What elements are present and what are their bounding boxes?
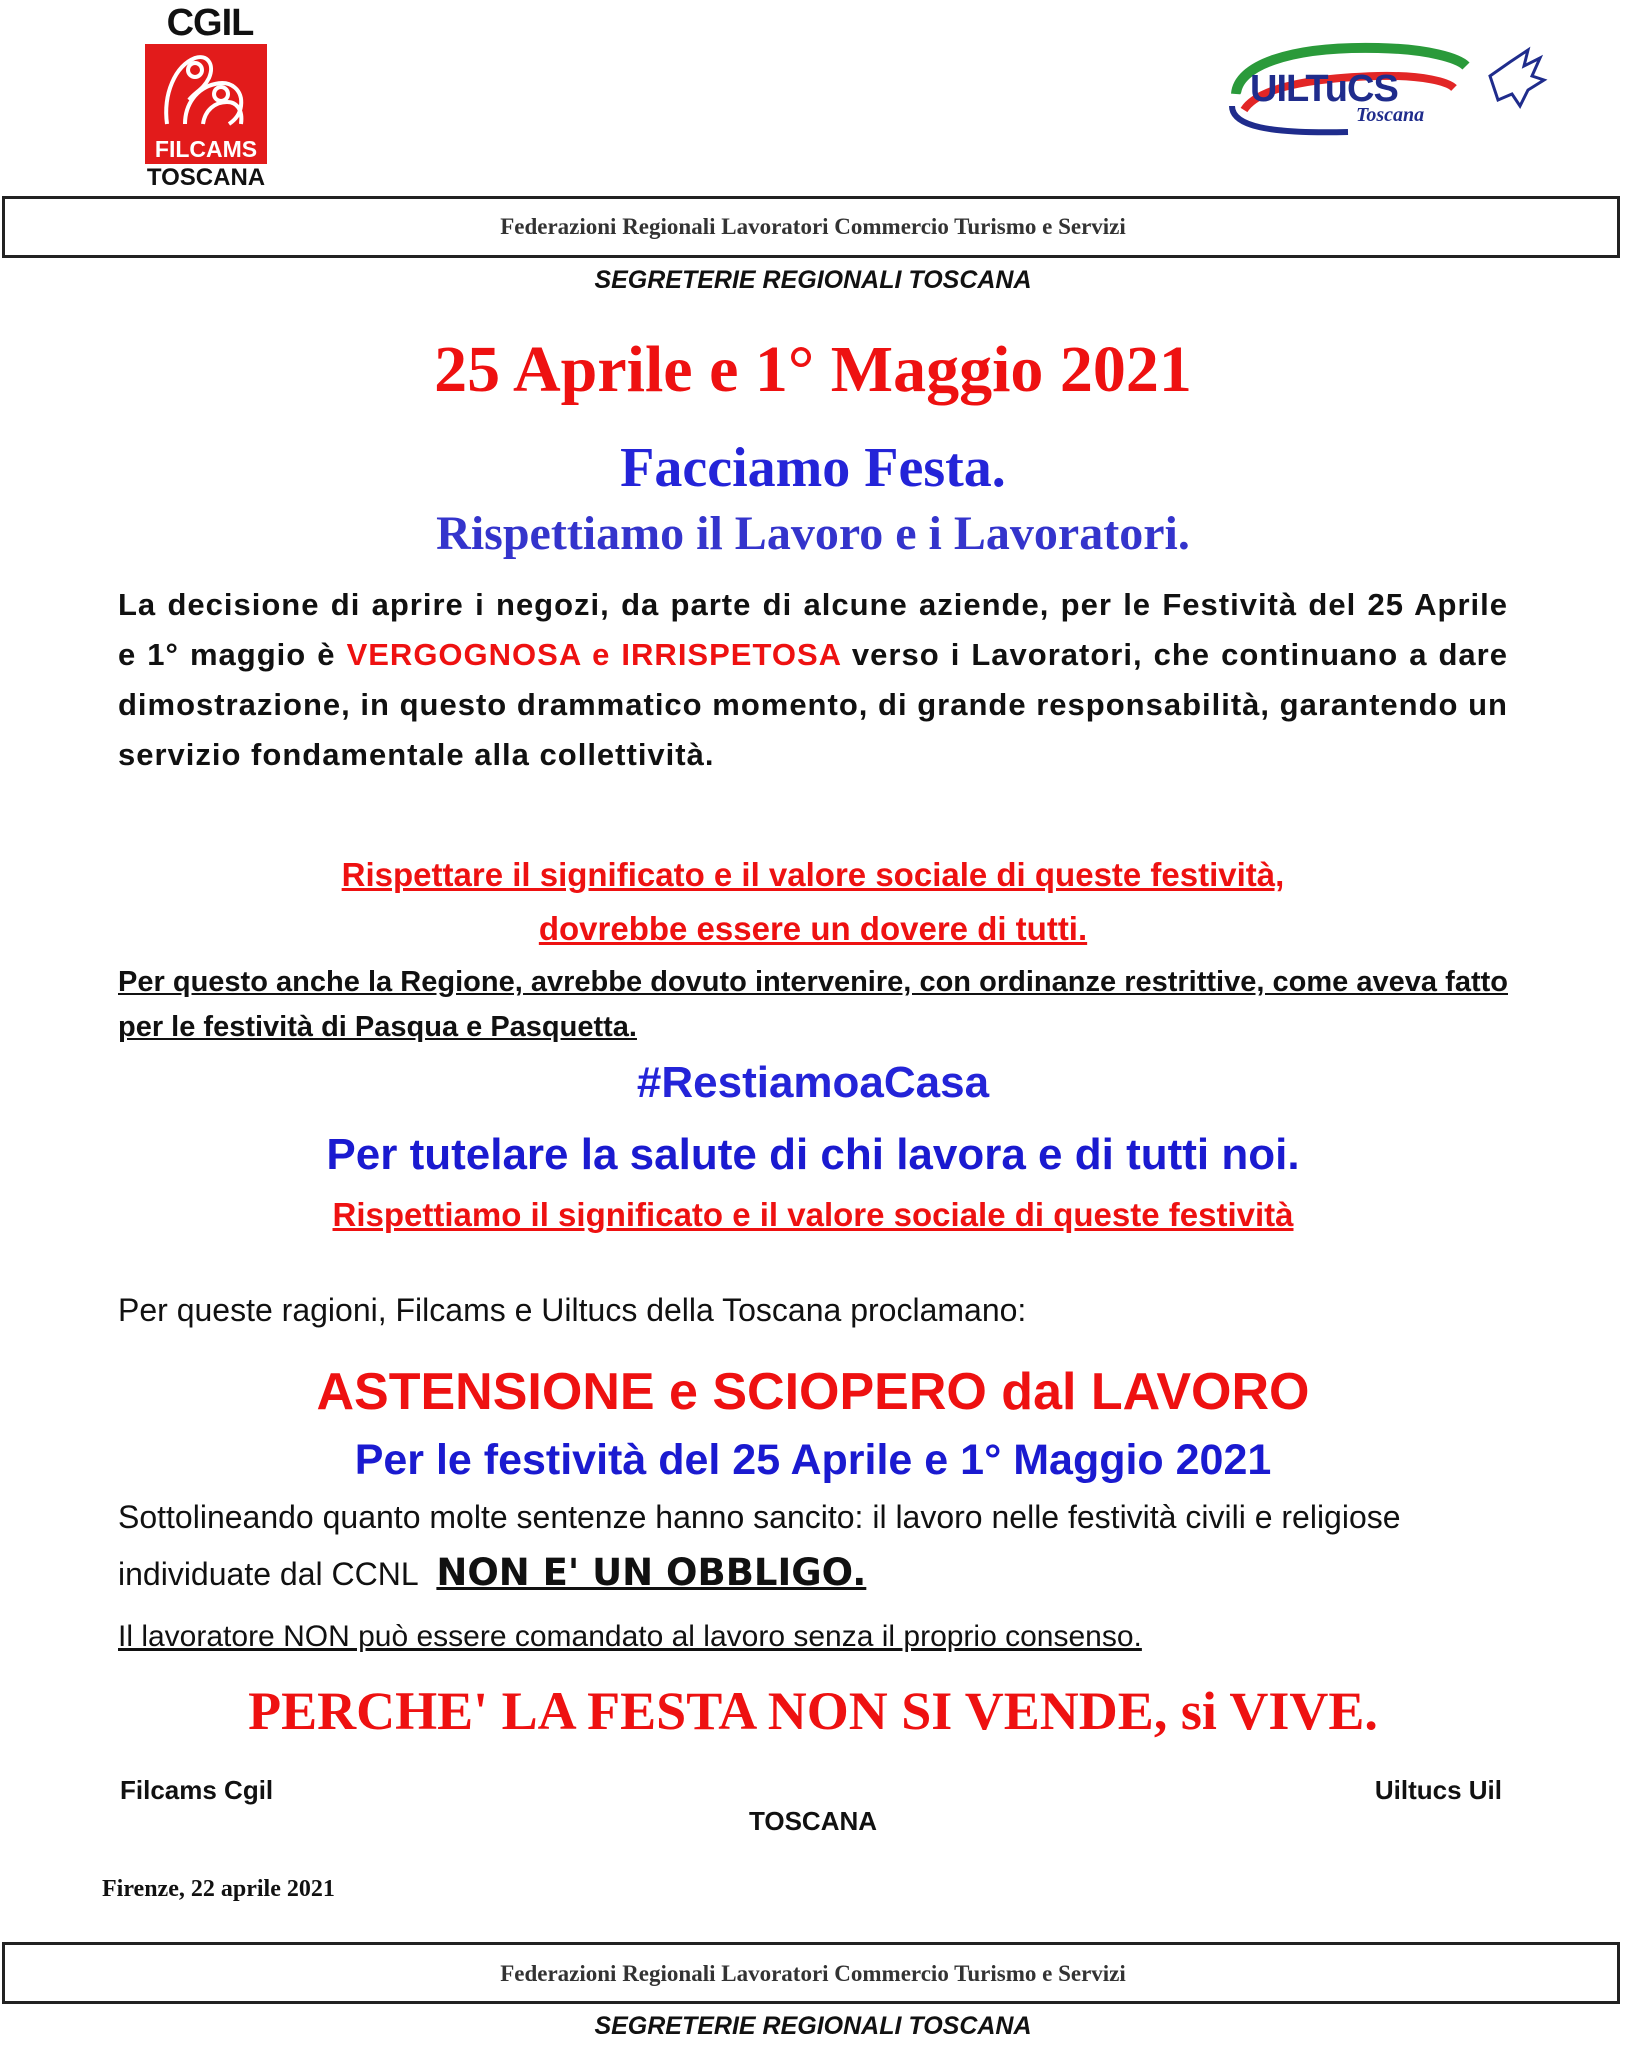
protect-health-line: Per tutelare la salute di chi lavora e di tutti noi. [326,1130,1300,1179]
main-paragraph-end: verso i Lavoratori, che continuano a dare dimostrazione, in questo drammatico momento, di grande responsabilità, garantendo un servizio fondamentale alla collettività. [118,637,1508,772]
signature-region: TOSCANA [748,1806,878,1836]
subtitle-facciamo-festa: Facciamo Festa. [620,437,1006,499]
main-paragraph-highlight: VERGOGNOSA e IRRISPETOSA [346,637,841,672]
main-paragraph [118,580,1508,780]
region-paragraph: Per questo anche la Regione, avrebbe dovuto intervenire, con ordinanze restrittive, come aveva fatto per le festività di Pasqua e Pasquetta. [118,966,1508,1043]
filcams-logo-region: TOSCANA [146,164,266,191]
respect-line-1: Rispettare il significato e il valore sociale di queste festività, [341,856,1285,893]
strike-dates: Per le festività del 25 Aprile e 1° Maggio 2021 [354,1436,1272,1484]
secretariat-title-top: SEGRETERIE REGIONALI TOSCANA [594,266,1032,294]
federation-title-top: Federazioni Regionali Lavoratori Commercio Turismo e Servizi [500,214,1126,239]
not-obligation-emphasis: NON E' UN OBBLIGO. [436,1551,867,1594]
date-line: Firenze, 22 aprile 2021 [102,1876,335,1902]
cgil-logo-label: CGIL [166,2,254,44]
page-title: 25 Aprile e 1° Maggio 2021 [434,333,1192,406]
respect-line-2: dovrebbe essere un dovere di tutti. [538,910,1088,947]
filcams-emblem-icon [145,44,267,136]
signature-filcams: Filcams Cgil [120,1775,274,1805]
filcams-logo-name: FILCAMS [154,136,258,162]
slogan: PERCHE' LA FESTA NON SI VENDE, si VIVE. [248,1681,1378,1741]
subtitle-rispettiamo: Rispettiamo il Lavoro e i Lavoratori. [436,507,1190,560]
uiltucs-logo-region: Toscana [1356,104,1425,126]
reasons-line: Per queste ragioni, Filcams e Uiltucs della Toscana proclamano: [118,1292,1027,1328]
sentences-paragraph [118,1490,1513,1602]
strike-title: ASTENSIONE e SCIOPERO dal LAVORO [316,1363,1310,1421]
hashtag: #RestiamoaCasa [636,1058,990,1107]
sentences-text: Sottolineando quanto molte sentenze hanno sancito: il lavoro nelle festività civili e religiose individuate dal CCNL [118,1499,1401,1592]
respect-festivities-line: Rispettiamo il significato e il valore sociale di queste festività [332,1196,1294,1233]
signature-uiltucs: Uiltucs Uil [1374,1775,1502,1805]
federation-title-bottom: Federazioni Regionali Lavoratori Commercio Turismo e Servizi [500,1961,1126,1986]
consent-line: Il lavoratore NON può essere comandato al lavoro senza il proprio consenso. [118,1620,1142,1653]
main-paragraph-start: La decisione di aprire i negozi, da parte di alcune aziende, per le Festività del 25 Aprile e 1° maggio è [118,587,1508,672]
secretariat-title-bottom: SEGRETERIE REGIONALI TOSCANA [594,2012,1032,2040]
uiltucs-logo-name: UILTuCS [1250,68,1398,110]
